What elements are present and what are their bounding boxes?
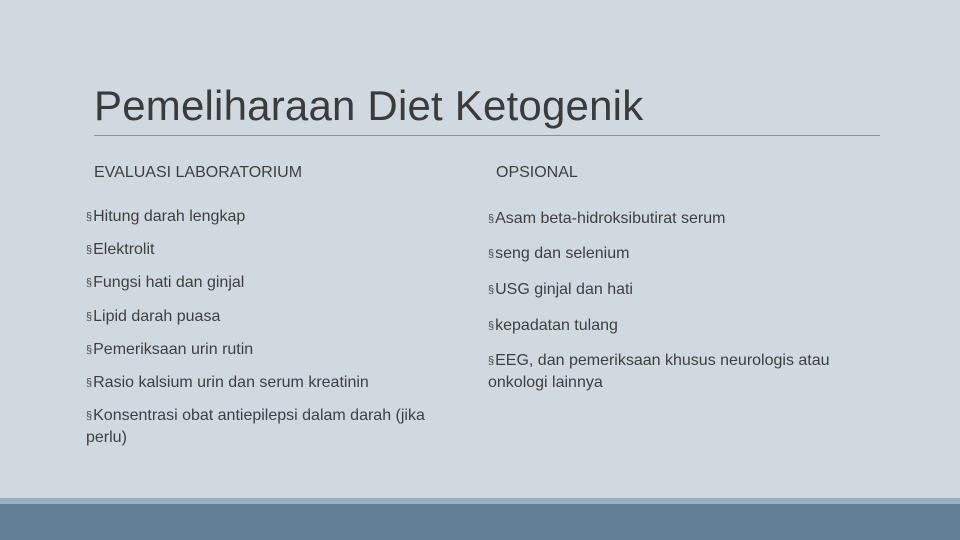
bullet-icon: § [86, 277, 93, 289]
bullet-icon: § [86, 344, 93, 356]
left-list-item: §Lipid darah puasa [86, 308, 221, 325]
bullet-icon: § [86, 244, 93, 256]
footer-band-dark [0, 504, 960, 540]
bullet-icon: § [488, 248, 495, 260]
slide-title: Pemeliharaan Diet Ketogenik [94, 82, 644, 129]
bullet-icon: § [488, 320, 495, 332]
left-list-item: §Elektrolit [86, 241, 155, 258]
right-column-heading: OPSIONAL [496, 164, 578, 181]
left-list-item: §Rasio kalsium urin dan serum kreatinin [86, 374, 369, 391]
right-list-item: §kepadatan tulang [488, 317, 618, 334]
bullet-icon: § [86, 377, 93, 389]
bullet-icon: § [488, 284, 495, 296]
left-list-item: §Pemeriksaan urin rutin [86, 341, 254, 358]
right-list-item: §USG ginjal dan hati [488, 281, 633, 298]
bullet-icon: § [86, 410, 93, 422]
right-list-item: §Asam beta-hidroksibutirat serum [488, 210, 726, 227]
left-list-item: §Konsentrasi obat antiepilepsi dalam darah (jika perlu) [86, 407, 425, 446]
bullet-icon: § [488, 213, 495, 225]
left-column-heading: EVALUASI LABORATORIUM [94, 164, 303, 181]
left-list-item: §Fungsi hati dan ginjal [86, 274, 245, 291]
bullet-icon: § [86, 211, 93, 223]
right-list-item: §EEG, dan pemeriksaan khusus neurologis atau onkologi lainnya [488, 352, 830, 391]
bullet-icon: § [488, 355, 495, 367]
left-list-item: §Hitung darah lengkap [86, 208, 246, 225]
right-list-item: §seng dan selenium [488, 245, 630, 262]
title-divider [94, 135, 880, 136]
bullet-icon: § [86, 311, 93, 323]
